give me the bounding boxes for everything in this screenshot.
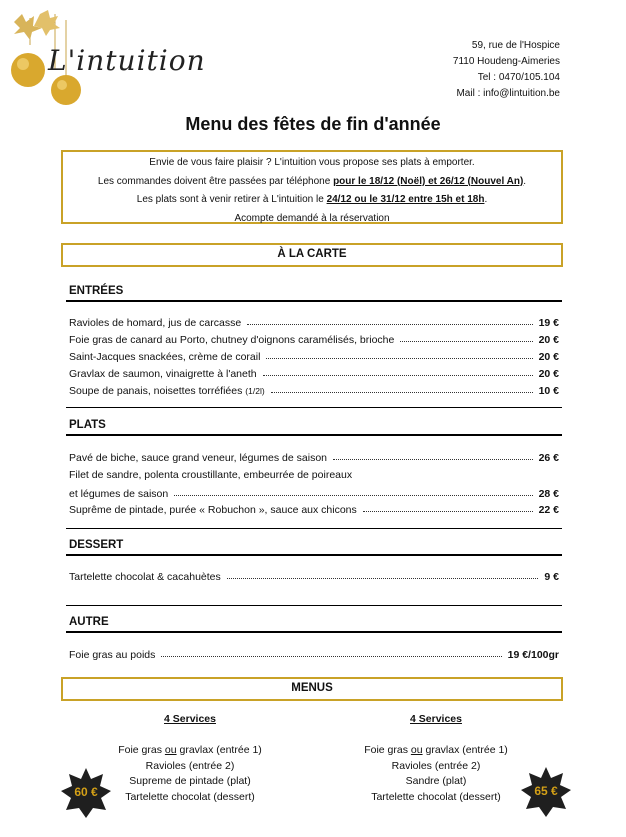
menu-item: et légumes de saison 28 € [69,488,559,500]
band-a-la-carte: À LA CARTE [61,243,563,267]
menu-option-line: Ravioles (entrée 2) [145,759,235,772]
menu-item: Saint-Jacques snackées, crème de corail 20 € [69,351,559,363]
menu-item: Suprême de pintade, purée « Robuchon », sauce aux chicons 22 € [69,504,559,516]
section-divider [66,407,562,408]
address-street: 59, rue de l'Hospice [471,40,560,51]
menu-item: Tartelette chocolat & cacahuètes 9 € [69,571,559,583]
intro-box [61,150,563,224]
menu-option-line: Ravioles (entrée 2) [391,759,481,772]
intro-line-2: Les commandes doivent être passées par téléphone pour le 18/12 (Noël) et 26/12 (Nouvel An). [97,175,527,187]
menu-option-header: 4 Services [164,713,216,725]
menu-item: Ravioles de homard, jus de carcasse 19 € [69,317,559,329]
menu-option-line: Foie gras ou gravlax (entrée 1) [364,744,508,756]
brand-logo-text: L'intuition [48,44,206,77]
section-plats-title: PLATS [66,414,562,436]
intro-line-4: Acompte demandé à la réservation [234,212,390,224]
menu-option-line: Supreme de pintade (plat) [129,775,251,787]
section-entrees-title: ENTRÉES [66,280,562,302]
address-city: 7110 Houdeng-Aimeries [452,56,560,67]
section-autre-title: AUTRE [66,611,562,633]
band-menus: MENUS [61,677,563,701]
section-divider [66,528,562,529]
menu-option-line: Sandre (plat) [405,775,467,787]
section-dessert-title: DESSERT [66,534,562,556]
menu-item: Pavé de biche, sauce grand veneur, légumes de saison 26 € [69,452,559,464]
menu-item: Foie gras au poids 19 €/100gr [69,649,559,661]
address-block [453,38,560,102]
intro-line-3: Les plats sont à venir retirer à L'intuition le 24/12 ou le 31/12 entre 15h et 18h. [136,194,488,205]
menu-option-line: Foie gras ou gravlax (entrée 1) [118,744,262,756]
menu-option-1 [90,713,290,805]
menu-option-2-price: 65 € [534,784,558,798]
section-divider [66,605,562,606]
intro-line-1: Envie de vous faire plaisir ? L'intuition vous propose ses plats à emporter. [149,157,475,168]
menu-item: Foie gras de canard au Porto, chutney d'oignons caramélisés, brioche 20 € [69,334,559,346]
menu-item: Soupe de panais, noisettes torréfiées (1/2l) 10 € [69,385,559,397]
menu-option-line: Tartelette chocolat (dessert) [371,790,501,803]
menu-item: Gravlax de saumon, vinaigrette à l'aneth 20 € [69,368,559,380]
menu-option-2 [336,713,536,805]
address-mail: Mail : info@lintuition.be [456,88,560,99]
page-title: Menu des fêtes de fin d'année [185,114,441,134]
menu-item: Filet de sandre, polenta croustillante, embeurrée de poireaux [69,469,353,481]
menu-option-line: Tartelette chocolat (dessert) [125,790,255,803]
menu-option-1-price: 60 € [74,785,98,799]
menu-option-header: 4 Services [410,713,462,725]
address-tel: Tel : 0470/105.104 [477,72,560,83]
